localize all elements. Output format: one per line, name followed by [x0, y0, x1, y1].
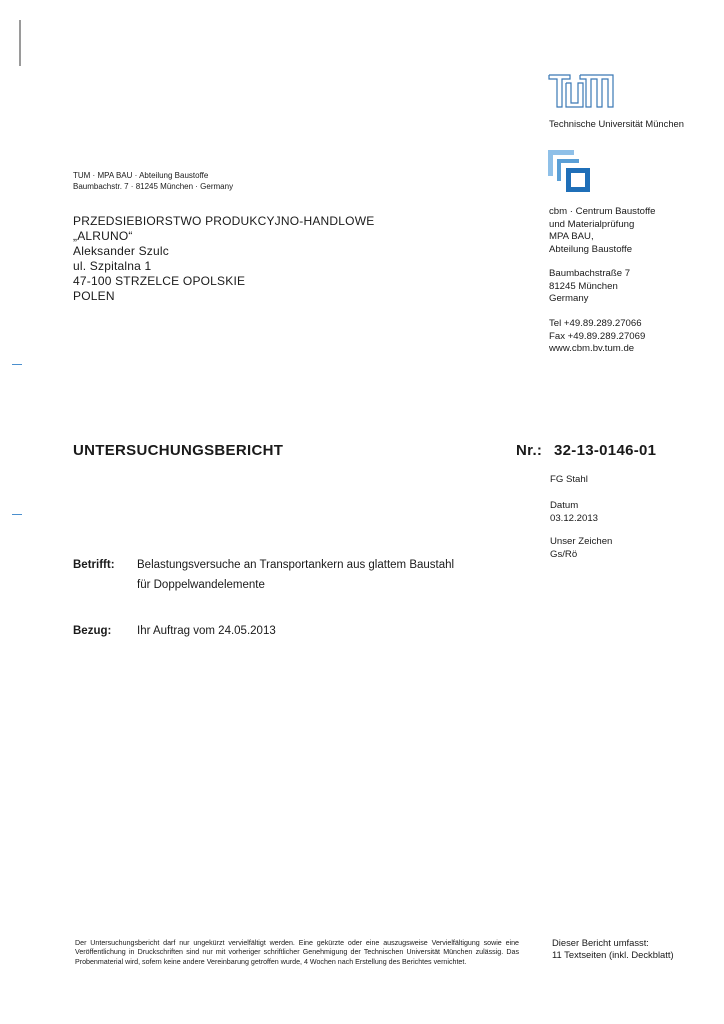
fold-mark-middle	[12, 514, 22, 515]
phone-number: Tel +49.89.289.27066	[549, 318, 642, 329]
sender-line-2: Baumbachstr. 7 · 81245 München · Germany	[73, 181, 234, 191]
institute-line: cbm · Centrum Baustoffe	[549, 206, 656, 217]
website-link[interactable]: www.cbm.bv.tum.de	[549, 343, 635, 354]
institute-line: und Materialprüfung	[549, 218, 635, 230]
date-block	[550, 500, 598, 525]
institute-line: Abteilung Baustoffe	[549, 243, 633, 255]
recipient-line: ul. Szpitalna 1	[73, 259, 152, 273]
recipient-address	[73, 214, 374, 304]
institute-address	[549, 268, 630, 306]
fax-number: Fax +49.89.289.27069	[549, 330, 646, 342]
recipient-line: Aleksander Szulc	[73, 244, 169, 258]
sender-line	[73, 171, 233, 192]
subject-text	[137, 555, 454, 595]
address-line: Germany	[549, 293, 589, 304]
subject-line: für Doppelwandelemente	[137, 579, 265, 591]
reference-code-value: Gs/Rö	[550, 548, 578, 560]
report-extent-label: Dieser Bericht umfasst:	[552, 937, 649, 948]
recipient-line: „ALRUNO“	[73, 229, 133, 243]
punch-mark	[19, 20, 21, 66]
department: FG Stahl	[550, 474, 588, 485]
address-line: Baumbachstraße 7	[549, 268, 631, 279]
reference-code-label: Unser Zeichen	[550, 536, 613, 547]
fold-mark-top	[12, 364, 22, 365]
report-extent	[552, 937, 674, 960]
tum-logo	[548, 74, 614, 113]
footer-disclaimer: Der Untersuchungsbericht darf nur ungekürzt vervielfältigt werden. Eine gekürzte oder eine auszugsweise Vervielfältigung sowie eine Veröffentlichung in Druckschriften sind nur mit vorheriger schriftlicher Genehmigung der Technischen Universität München zulässig. Das Probenmaterial wird, sofern keine andere Vereinbarung getroffen wurde, 4 Wochen nach Erstellung des Berichtes vernichtet.	[75, 939, 519, 966]
university-name: Technische Universität München	[549, 118, 684, 129]
date-label: Datum	[550, 500, 579, 511]
date-value: 03.12.2013	[550, 512, 599, 524]
recipient-line: PRZEDSIEBIORSTWO PRODUKCYJNO-HANDLOWE	[73, 214, 375, 228]
reference-text: Ihr Auftrag vom 24.05.2013	[137, 625, 276, 637]
report-title: UNTERSUCHUNGSBERICHT	[73, 442, 284, 459]
institute-contact	[549, 318, 645, 356]
institute-line: MPA BAU,	[549, 231, 594, 242]
cbm-logo	[548, 150, 592, 199]
subject-line: Belastungsversuche an Transportankern aus glattem Baustahl	[137, 559, 455, 571]
recipient-line: 47-100 STRZELCE OPOLSKIE	[73, 274, 246, 288]
report-extent-value: 11 Textseiten (inkl. Deckblatt)	[552, 948, 674, 960]
report-number-label: Nr.:	[516, 442, 543, 459]
recipient-line: POLEN	[73, 289, 115, 303]
sender-line-1: TUM · MPA BAU · Abteilung Baustoffe	[73, 171, 209, 180]
subject-label: Betrifft:	[73, 559, 115, 571]
institute-name	[549, 206, 655, 256]
address-line: 81245 München	[549, 280, 618, 292]
report-number: 32-13-0146-01	[554, 442, 657, 459]
reference-label: Bezug:	[73, 625, 112, 637]
reference-code-block	[550, 536, 612, 561]
